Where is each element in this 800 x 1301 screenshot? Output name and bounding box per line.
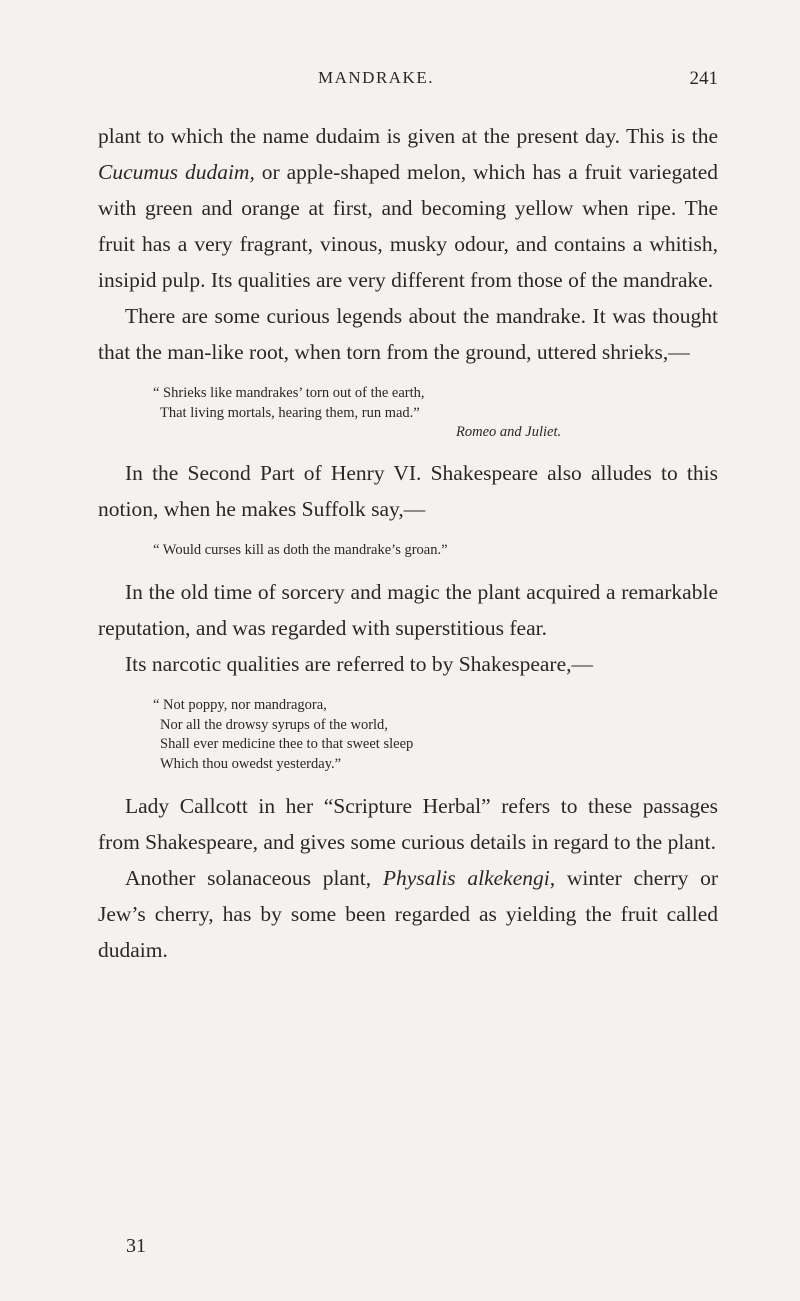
species-name: Physalis alkekengi, — [382, 866, 556, 890]
running-title: MANDRAKE. — [318, 68, 434, 87]
paragraph-legends: There are some curious legends about the mandrake. It was thought that the man-like root, when torn from the ground, uttered shrieks,— — [98, 304, 718, 364]
paragraph-physalis — [98, 860, 718, 968]
paragraph-dudaim-melon — [98, 118, 718, 298]
page-number: 241 — [689, 68, 718, 89]
paragraph-callcott: Lady Callcott in her “Scripture Herbal” refers to these passages from Shakespeare, and gives some curious details in regard to the plant. — [98, 794, 718, 854]
page-header — [98, 68, 718, 96]
paragraph-narcotic: Its narcotic qualities are referred to by Shakespeare,— — [125, 652, 594, 676]
species-name: Cucumus dudaim, — [98, 160, 255, 184]
quote-line: Which thou owedst yesterday.” — [160, 755, 342, 772]
quote-line: “ Shrieks like mandrakes’ torn out of the earth, — [153, 385, 425, 401]
page-body — [98, 118, 718, 968]
signature-number: 31 — [126, 1235, 146, 1257]
quote-attribution: Romeo and Juliet. — [456, 424, 562, 440]
paragraph-text: Another solanaceous plant, — [125, 866, 383, 890]
quote-line: “ Would curses kill as doth the mandrake’s groan.” — [153, 541, 448, 558]
quote-line: “ Not poppy, nor mandragora, — [153, 697, 327, 713]
quote-line: That living mortals, hearing them, run mad.” — [160, 404, 420, 421]
quote-henry-vi — [98, 541, 718, 561]
quote-romeo-juliet — [98, 384, 718, 443]
paragraph-text: plant to which the name dudaim is given at the present day. This is the — [98, 124, 718, 148]
quote-line: Nor all the drowsy syrups of the world, — [160, 716, 388, 733]
quote-line: Shall ever medicine thee to that sweet sleep — [160, 736, 414, 752]
signature-mark — [98, 1235, 718, 1258]
paragraph-sorcery: In the old time of sorcery and magic the plant acquired a remarkable reputation, and was regarded with superstitious fear. — [98, 580, 718, 640]
paragraph-text: winter cherry or Jew’s cherry, has by some been regarded as yielding the fruit called dudaim. — [98, 866, 718, 962]
paragraph-henry-vi: In the Second Part of Henry VI. Shakespeare also alludes to this notion, when he makes Suffolk say,— — [98, 460, 718, 521]
quote-othello — [98, 696, 718, 774]
paragraph-text: or apple-shaped melon, which has a fruit variegated with green and orange at first, and becoming yellow when ripe. The fruit has a very fragrant, vinous, musky odour, and contains a whitish, insipid pulp. Its qualities are very different from those of the mandrake. — [98, 160, 719, 292]
